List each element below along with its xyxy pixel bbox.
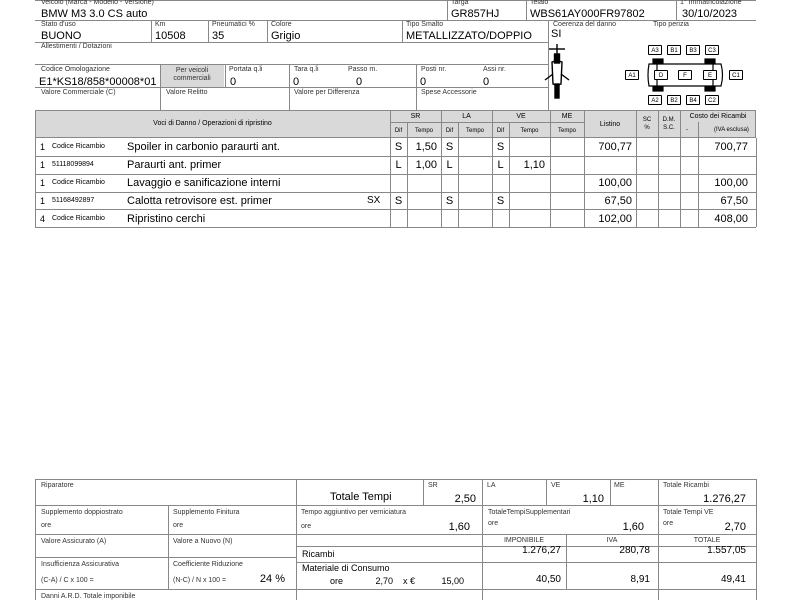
plate-value: GR857HJ [451,8,500,20]
row-costo: 67,50 [720,195,748,207]
materiale-ore-label: ore [330,576,344,586]
coeff-label: Coefficiente Riduzione [173,561,243,568]
condition-value: BUONO [41,30,82,42]
tare-label: Tara q.li [294,66,319,73]
head-dm-sc: S.C. [663,125,675,131]
row-qty: 1 [40,142,46,152]
first-reg-value: 30/10/2023 [682,8,738,20]
valore-ass-label: Valore Assicurato (A) [41,538,107,545]
la-label: LA [487,482,496,489]
row-code: Codice Ricambio [52,143,105,150]
zone-c3-button[interactable]: C3 [705,45,719,55]
row-qty: 1 [40,178,46,188]
head-costo-dash: - [686,127,688,133]
row-qty: 1 [40,160,46,170]
tempo-agg-value: 1,60 [448,521,470,533]
row-sr-tempo: 1,00 [415,159,437,171]
homolog-label: Codice Omologazione [41,66,110,73]
zone-a3-button[interactable]: A3 [648,45,662,55]
iva-label: IVA [606,537,618,544]
row-desc: Spoiler in carbonio paraurti ant. [127,141,280,153]
equipment-label: Allestimenti / Dotazioni [41,43,112,50]
km-value: 10508 [155,30,186,42]
row-listino: 100,00 [598,177,632,189]
paint-label: Tipo Smalto [406,21,444,28]
row-side: SX [367,195,381,206]
head-sr-dif: Dif [394,128,403,134]
row-desc: Paraurti ant. primer [127,159,222,171]
tempo-agg-unit: ore [301,523,312,530]
tot-supp-value: 1,60 [622,521,644,533]
zone-b1-button[interactable]: B1 [667,45,681,55]
materiale-ore: 2,70 [375,576,393,586]
insuff-label: Insufficienza Assicurativa [41,561,120,568]
row-la-dif: S [445,141,454,153]
coeff-formula: (N-C) / N x 100 = [173,577,227,584]
tot-ve-label: Totale Tempi VE [663,509,714,516]
tyres-label: Pneumatici % [212,21,255,28]
tot-ve-value: 2,70 [724,521,746,533]
head-sr: SR [410,113,421,120]
step-value: 0 [356,76,363,88]
head-la-tempo: Tempo [465,128,484,134]
row-costo: 408,00 [714,213,748,225]
tyres-value: 35 [212,30,225,42]
row-sr-tempo: 1,50 [415,141,437,153]
supp-doppio-label: Supplemento doppiostrato [41,509,123,516]
row-costo: 700,77 [714,141,748,153]
row-code: Codice Ricambio [52,215,105,222]
row-la-dif: S [445,195,454,207]
materiale-totale: 49,41 [720,574,746,585]
head-ve-tempo: Tempo [520,128,539,134]
relitto-label: Valore Relitto [166,89,208,96]
ricambi-imponibile: 1.276,27 [522,545,561,556]
ricambi-totale: 1.557,05 [707,545,746,556]
plate-label: Targa [451,0,469,6]
seats-value: 0 [420,76,427,88]
materiale-label: Materiale di Consumo [302,563,390,573]
row-sr-dif: S [394,141,403,153]
head-la-dif: Dif [445,128,454,134]
materiale-rate: 15,00 [441,576,464,586]
row-ve-dif: L [497,159,504,171]
row-ve-tempo: 1,10 [523,159,545,171]
me-label: ME [614,482,625,489]
supp-doppio-unit: ore [41,522,52,529]
km-label: Km [155,21,166,28]
row-qty: 1 [40,196,46,206]
zone-e-button[interactable]: E [703,70,717,80]
row-listino: 67,50 [604,195,632,207]
zone-b3-button[interactable]: B3 [686,45,700,55]
insuff-formula: (C-A) / C x 100 = [41,577,94,584]
materiale-imponibile: 40,50 [535,574,561,585]
tare-value: 0 [293,76,300,88]
sr-value: 2,50 [454,493,476,505]
supp-finitura-unit: ore [173,522,184,529]
seats-label: Posti nr. [421,66,447,73]
tot-supp-label: TotaleTempiSupplementari [488,509,571,516]
vehicle-value: BMW M3 3.0 CS auto [41,8,148,20]
tot-ve-unit: ore [663,520,674,527]
head-listino: Listino [599,121,621,128]
head-ve-dif: Dif [496,128,505,134]
zone-b2-button[interactable]: B2 [667,95,681,105]
totale-ricambi-value: 1.276,27 [703,493,746,505]
row-desc: Calotta retrovisore est. primer [127,195,272,207]
zone-c2-button[interactable]: C2 [705,95,719,105]
row-desc: Ripristino cerchi [127,213,206,225]
row-desc: Lavaggio e sanificazione interni [127,177,281,189]
row-ve-dif: S [496,141,505,153]
row-code: 51168492897 [52,197,95,204]
head-la: LA [462,113,471,120]
payload-value: 0 [230,76,237,88]
coeff-value: 24 % [259,573,285,585]
head-sc: SC [642,117,652,123]
materiale-x: x € [403,576,416,586]
zone-c1-button[interactable]: C1 [729,70,743,80]
zone-d-button[interactable]: D [654,70,668,80]
head-me-tempo: Tempo [557,128,576,134]
diff-label: Valore per Differenza [294,89,360,96]
row-code: Codice Ricambio [52,179,105,186]
comm-value-label: Valore Commerciale (C) [41,89,116,96]
accessory-label: Spese Accessorie [421,89,477,96]
sr-label: SR [428,482,438,489]
row-la-dif: L [446,159,453,171]
axles-value: 0 [483,76,490,88]
row-ve-dif: S [496,195,505,207]
ve-label: VE [551,482,561,489]
valore-nuovo-label: Valore a Nuovo (N) [173,538,233,545]
row-sr-dif: L [395,159,402,171]
supp-finitura-label: Supplemento Finitura [173,509,240,516]
payload-label: Portata q.li [229,66,263,73]
head-costo: Costo dei Ricambi [689,113,747,120]
coherence-label: Coerenza del danno [553,21,617,28]
coherence-value: SI [551,28,562,40]
zone-a2-button[interactable]: A2 [648,95,662,105]
totale-tempi-label: Totale Tempi [330,491,392,503]
motorcycle-icon [540,40,574,102]
first-reg-label: 1° Immatricolazione [680,0,742,6]
materiale-iva: 8,91 [630,574,650,585]
totale-label: TOTALE [693,537,721,544]
zone-a1-button[interactable]: A1 [625,70,639,80]
head-sr-tempo: Tempo [414,128,433,134]
chassis-label: Telaio [530,0,549,6]
row-code: 51118099894 [52,161,94,168]
homolog-value: E1*KS18/858*00008*01 [39,76,157,88]
color-label: Colore [271,21,292,28]
row-qty: 4 [40,214,46,224]
tempo-agg-label: Tempo aggiuntivo per verniciatura [301,509,407,516]
condition-label: Stato d'uso [41,21,76,28]
row-listino: 102,00 [598,213,632,225]
step-label: Passo m. [348,66,378,73]
zone-b4-button[interactable]: B4 [686,95,700,105]
danni-label: Danni A.R.D. Totale imponibile [41,593,136,600]
row-sr-dif: S [394,195,403,207]
imponibile-label: IMPONIBILE [503,537,545,544]
ricambi-label: Ricambi [302,549,335,559]
head-dm: D.M. [662,117,676,123]
riparatore-label: Riparatore [41,482,74,489]
head-sc-pct: % [644,125,650,131]
row-costo: 100,00 [714,177,748,189]
appraisal-label: Tipo perizia [653,21,689,28]
head-costo-sub: (IVA esclusa) [714,127,749,133]
commercial-label: Per veicoli commerciali [173,67,211,82]
head-desc: Voci di Danno / Operazioni di ripristino [153,120,272,127]
vehicle-label: Veicolo (Marca - Modello - Versione) [41,0,154,6]
chassis-value: WBS61AY000FR97802 [530,8,645,20]
head-ve: VE [516,113,526,120]
zone-f-button[interactable]: F [678,70,692,80]
axles-label: Assi nr. [483,66,506,73]
color-value: Grigio [271,30,301,42]
head-me: ME [561,113,573,120]
tot-supp-unit: ore [488,520,499,527]
ve-value: 1,10 [582,493,604,505]
paint-value: METALLIZZATO/DOPPIO [406,30,532,42]
ricambi-iva: 280,78 [619,545,650,556]
row-listino: 700,77 [598,141,632,153]
totale-ricambi-label: Totale Ricambi [663,482,709,489]
